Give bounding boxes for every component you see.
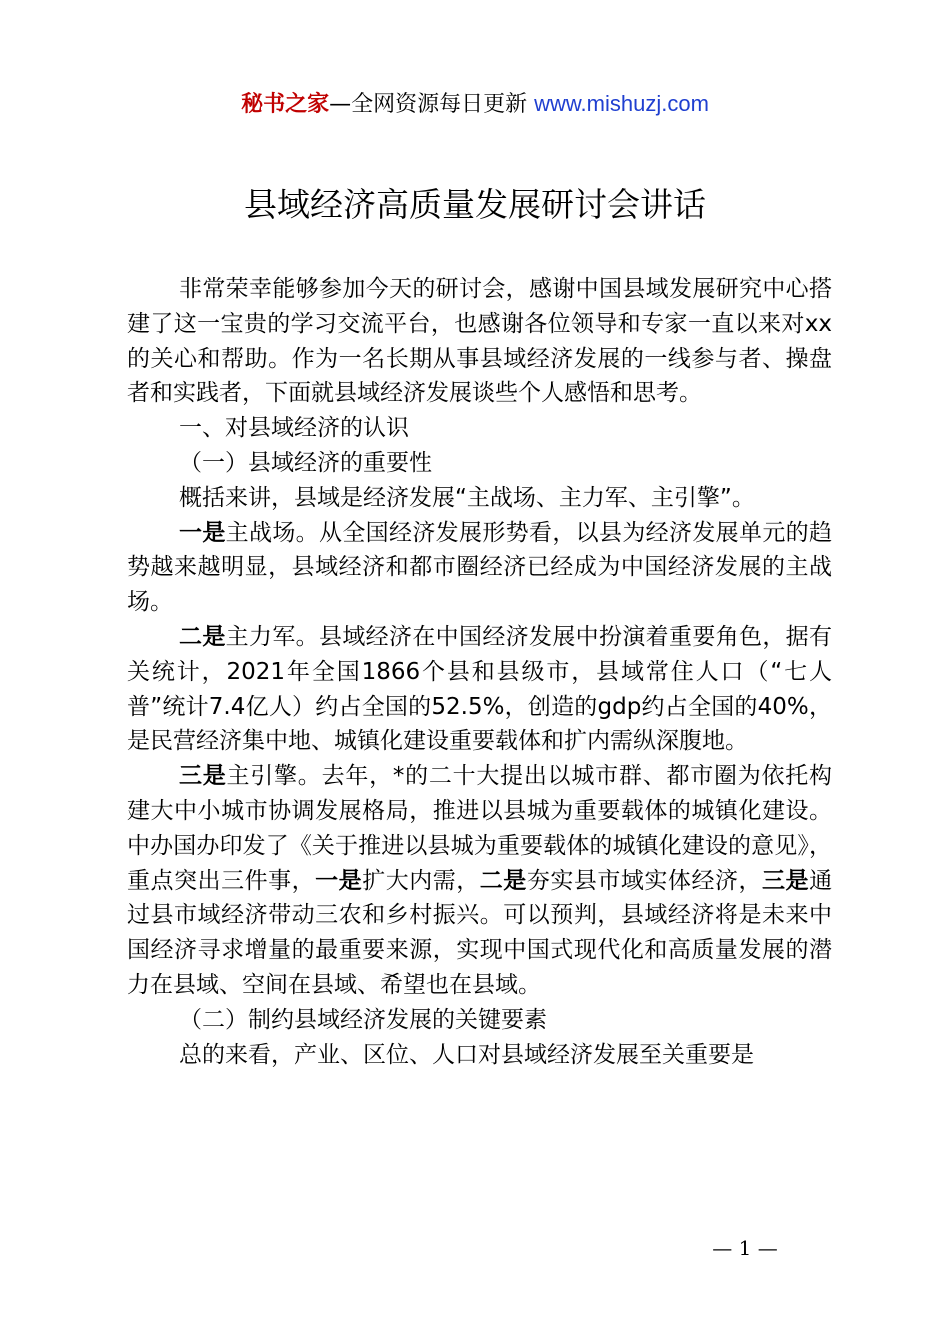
- point-three-text-d: 通过县市域经济带动三农和乡村振兴。可以预判，县域经济将是未来中国经济寻求增量的最重要来源，实现中国式现代化和高质量发展的潜力在县域、空间在县域、希望也在县域。: [127, 867, 833, 998]
- subsection-heading-2: （二）制约县域经济发展的关键要素: [179, 1006, 547, 1033]
- brand-name: 秘书之家: [241, 92, 330, 117]
- bold-marker: 二是: [479, 867, 527, 894]
- point-three-text-c: 夯实县市域实体经济，: [526, 867, 763, 894]
- bold-marker: 三是: [762, 867, 810, 894]
- site-url-link[interactable]: www.mishuzj.com: [534, 91, 709, 116]
- intro-paragraph: 非常荣幸能够参加今天的研讨会，感谢中国县域发展研究中心搭建了这一宝贵的学习交流平台，也感谢各位领导和专家一直以来对xx的关心和帮助。作为一名长期从事县域经济发展的一线参与者、操盘者和实践者，下面就县域经济发展谈些个人感悟和思考。: [127, 276, 832, 407]
- point-three-text-a: 主引擎。去年，*的二十大提出以城市群、都市圈为依托构建大中小城市协调发展格局，推进以县城为重要载体的城镇化建设。中办国办印发了《关于推进以县城为重要载体的城镇化建设的意见》，重点突出三件事，: [127, 763, 833, 894]
- document-title: 县域经济高质量发展研讨会讲话: [244, 185, 706, 224]
- section-heading-1: 一、对县域经济的认识: [179, 415, 409, 442]
- point-three-paragraph: [127, 759, 832, 1003]
- bold-marker: 二是: [179, 623, 226, 650]
- page-number: — 1 —: [712, 1236, 778, 1260]
- point-two-text: 主力军。县域经济在中国经济发展中扮演着重要角色，据有关统计，2021年全国1866个县和县级市，县域常住人口（“七人普”统计7.4亿人）约占全国的52.5%，创造的gdp约占全国的40%，是民营经济集中地、城镇化建设重要载体和扩内需纵深腹地。: [127, 623, 833, 755]
- bold-marker: 一是: [179, 519, 226, 546]
- header-tagline: —全网资源每日更新: [329, 92, 528, 117]
- document-body: [127, 272, 832, 1072]
- point-one-paragraph: [127, 516, 832, 620]
- summary-paragraph: 概括来讲，县域是经济发展“主战场、主力军、主引擎”。: [179, 484, 755, 511]
- point-three-text-b: 扩大内需，: [362, 867, 480, 894]
- bold-marker: 三是: [179, 763, 227, 790]
- point-two-paragraph: [127, 620, 832, 759]
- closing-paragraph: 总的来看，产业、区位、人口对县域经济发展至关重要是: [179, 1041, 754, 1068]
- site-header: [0, 88, 950, 121]
- point-one-text: 主战场。从全国经济发展形势看，以县为经济发展单元的趋势越来越明显，县域经济和都市圈经济已经成为中国经济发展的主战场。: [127, 519, 833, 616]
- bold-marker: 一是: [315, 867, 363, 894]
- subsection-heading-1: （一）县域经济的重要性: [179, 449, 432, 476]
